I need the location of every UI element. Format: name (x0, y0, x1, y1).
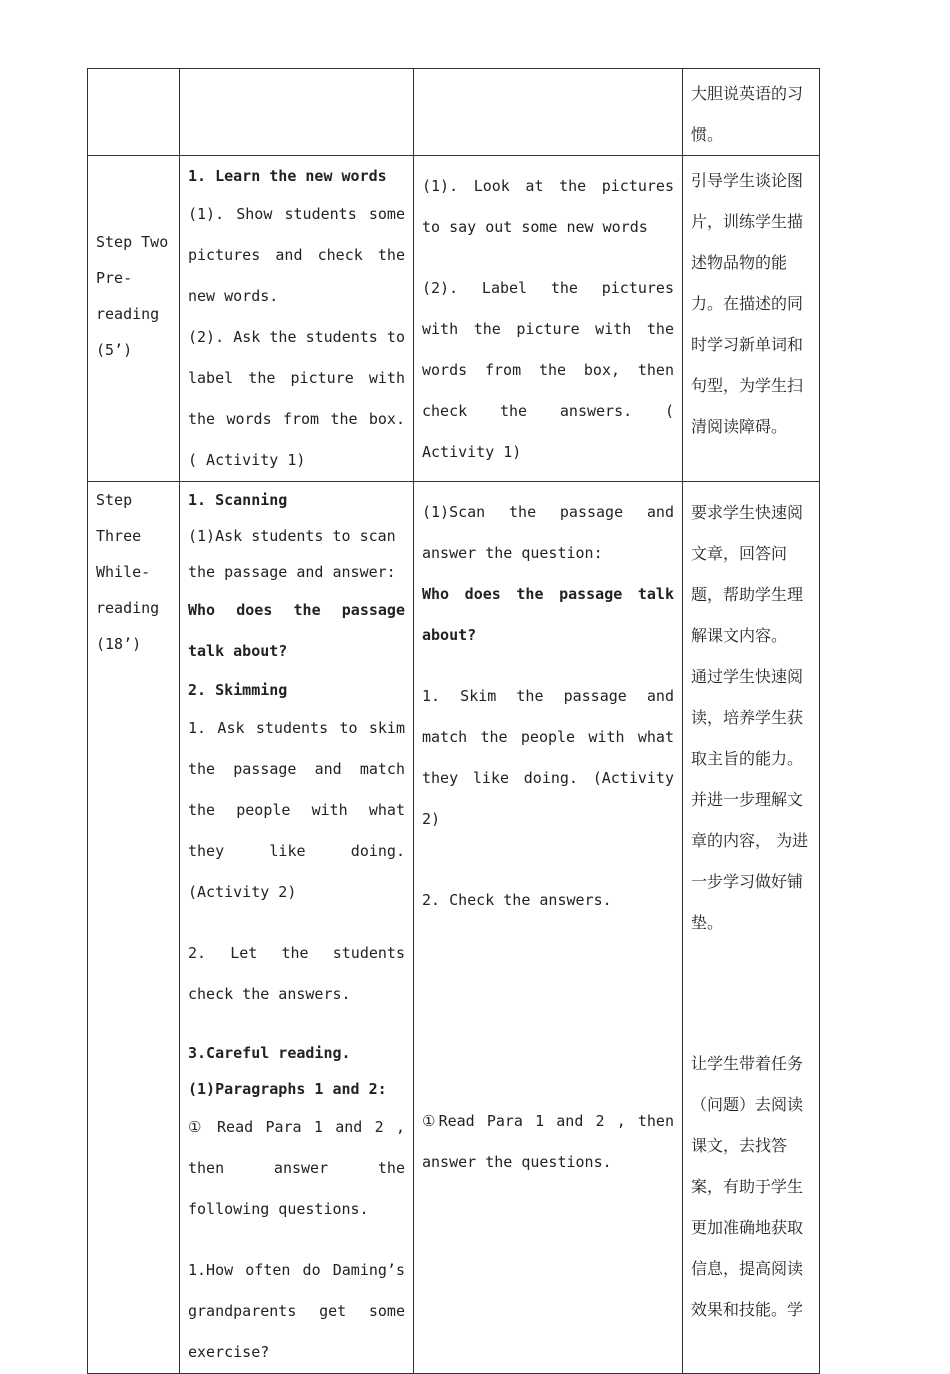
student-activity-item: (1). Look at the pictures to say out some new words (422, 177, 674, 236)
teacher-activity-item: 1. Ask students to skim the passage and match the people with what they like doing. (Activity 2) (188, 719, 405, 901)
step-cell (88, 69, 180, 156)
table-row (88, 156, 820, 482)
design-intent-cell (683, 156, 820, 482)
student-activity-question: Who does the passage talk about? (422, 585, 674, 644)
design-intent-text: 通过学生快速阅读，培养学生获取主旨的能力。并进一步理解文章的内容， 为进一步学习做好铺垫。 (691, 667, 809, 932)
teacher-activity-heading: 2. Skimming (188, 681, 288, 699)
step-label-line: Step (96, 491, 133, 509)
step-label-line: (5’) (96, 341, 133, 359)
table-row (88, 69, 820, 156)
teacher-activity-question: Who does the passage talk about? (188, 601, 405, 660)
design-intent-text: 大胆说英语的习惯。 (691, 84, 804, 144)
student-activity-item: (2). Label the pictures with the picture with the words from the box, then check the answers. ( Activity 1) (422, 279, 674, 461)
student-activity-cell (414, 156, 683, 482)
table-row (88, 482, 820, 1374)
teacher-activity-item: (1)Ask students to scan the passage and answer: (188, 527, 396, 581)
step-label-line: reading (96, 599, 160, 617)
student-activity-item: (1)Scan the passage and answer the question: (422, 503, 674, 562)
teacher-activity-cell (180, 69, 414, 156)
teacher-activity-cell (180, 156, 414, 482)
step-label-line: Pre- (96, 269, 133, 287)
student-activity-item: 2. Check the answers. (422, 891, 612, 909)
teacher-activity-heading: 1. Learn the new words (188, 167, 387, 185)
teacher-activity-cell (180, 482, 414, 1374)
student-activity-cell (414, 69, 683, 156)
step-label-line: reading (96, 305, 160, 323)
teacher-activity-item: 1.How often do Daming’s grandparents get some exercise? (188, 1261, 405, 1361)
step-cell (88, 482, 180, 1374)
step-label-line: Three (96, 527, 142, 545)
student-activity-cell (414, 482, 683, 1374)
step-label-line: While- (96, 563, 151, 581)
teacher-activity-item: (2). Ask the students to label the picture with the words from the box. ( Activity 1) (188, 328, 405, 469)
student-activity-item: ①Read Para 1 and 2 , then answer the questions. (422, 1112, 674, 1171)
design-intent-cell (683, 482, 820, 1374)
step-label-line: Step Two (96, 233, 169, 251)
student-activity-item: 1. Skim the passage and match the people with what they like doing. (Activity 2) (422, 687, 674, 828)
step-label-line: (18’) (96, 635, 142, 653)
step-cell (88, 156, 180, 482)
teacher-activity-heading: 3.Careful reading. (188, 1044, 351, 1062)
teacher-activity-heading: 1. Scanning (188, 491, 288, 509)
design-intent-text: 引导学生谈论图片，训练学生描述物品物的能力。在描述的同时学习新单词和句型，为学生扫清阅读障碍。 (691, 171, 804, 436)
teacher-activity-item: 2. Let the students check the answers. (188, 944, 405, 1003)
design-intent-text: 要求学生快速阅文章，回答问题，帮助学生理解课文内容。 (691, 503, 804, 645)
teacher-activity-item: ① Read Para 1 and 2 , then answer the following questions. (188, 1118, 405, 1218)
teacher-activity-item: (1). Show students some pictures and check the new words. (188, 205, 405, 305)
lesson-plan-table (87, 68, 820, 1374)
teacher-activity-heading: (1)Paragraphs 1 and 2: (188, 1080, 387, 1098)
design-intent-cell (683, 69, 820, 156)
design-intent-text: 让学生带着任务（问题）去阅读课文，去找答案，有助于学生更加准确地获取信息，提高阅读效果和技能。学 (691, 1054, 804, 1319)
